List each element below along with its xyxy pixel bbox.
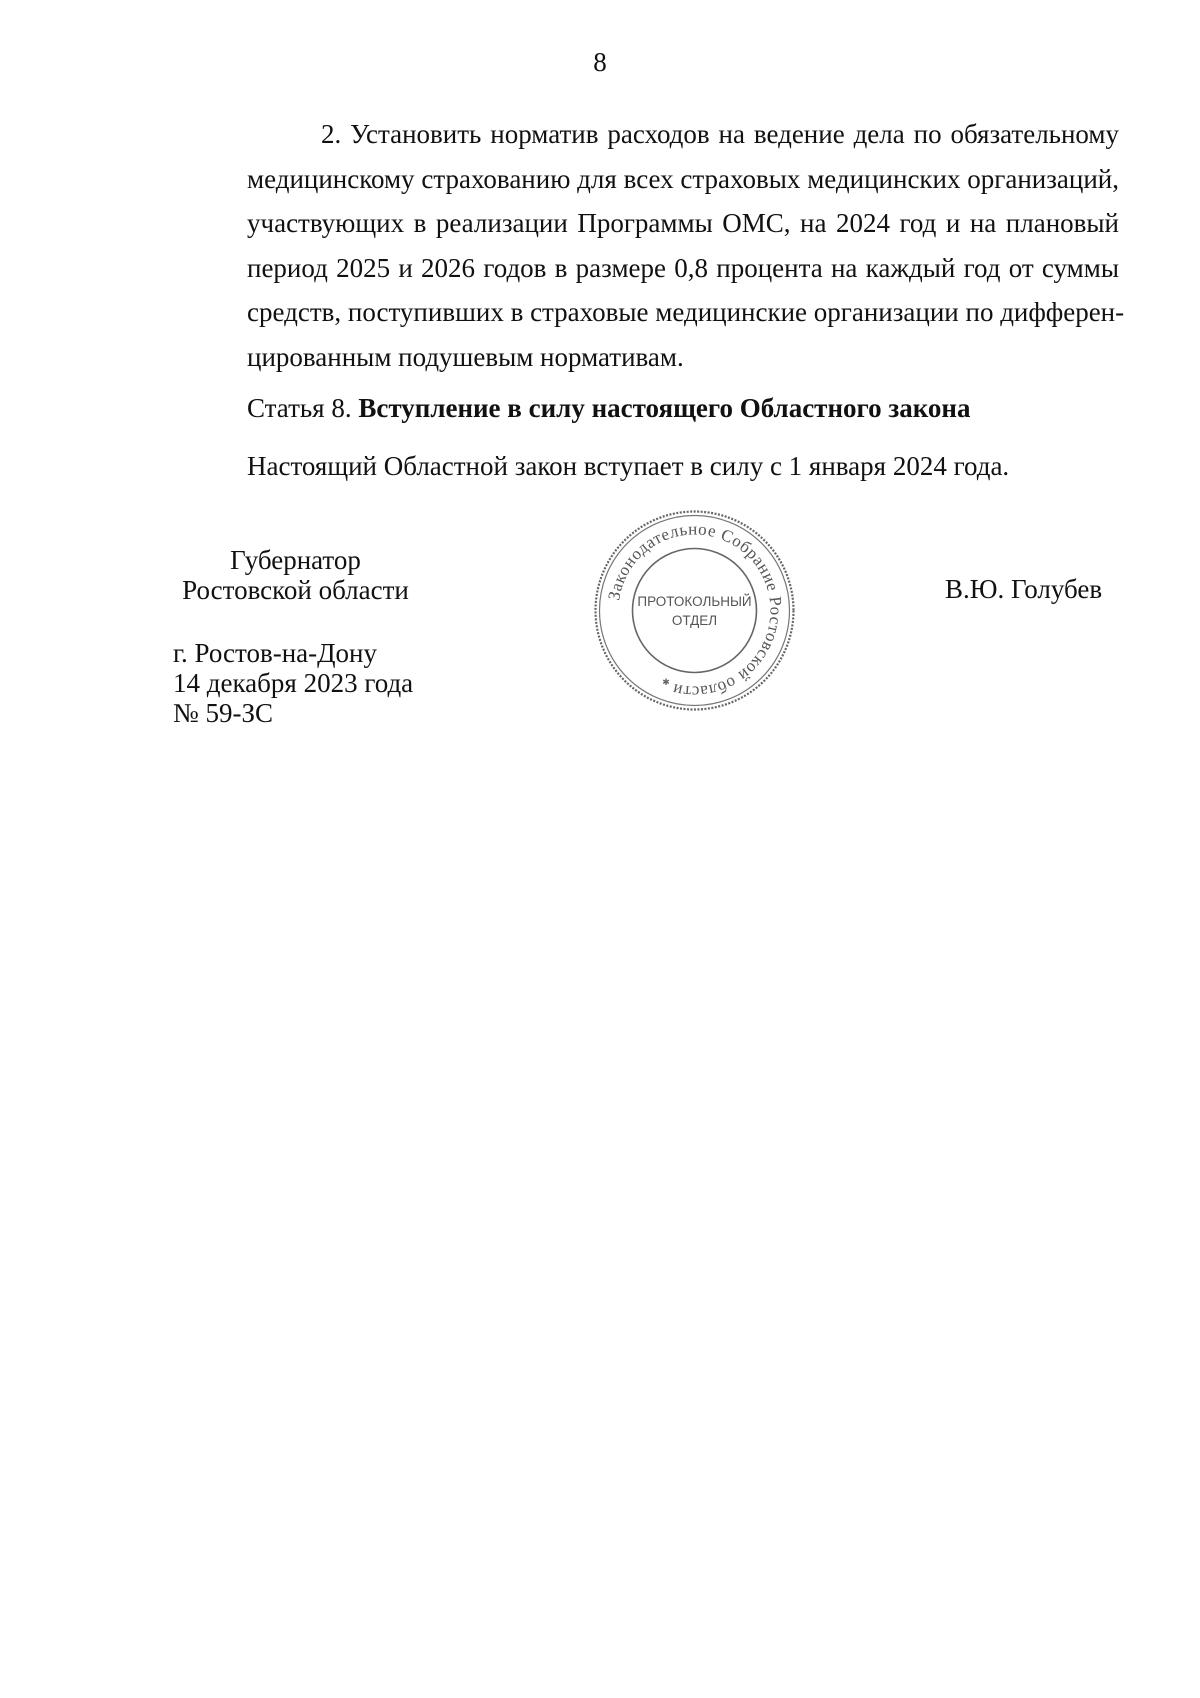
seal-ring-text [604,519,785,701]
official-seal [592,508,797,713]
paragraph-2-line: медицинскому страхованию для всех страховых медицинских организаций, [247,163,1119,194]
governor-title [173,545,418,605]
paragraph-2-line: цированным подушевым нормативам. [247,341,684,372]
article-8-title: Вступление в силу настоящего Областного закона [358,393,971,423]
seal-ring-textpath: Законодательное Собрание Ростовской области [604,519,786,702]
paragraph-2-line: период 2025 и 2026 годов в размере 0,8 процента на каждый год от суммы [247,252,1119,283]
page-number: 8 [593,47,607,77]
seal-star-icon: ✱ [662,678,670,688]
article-8-prefix: Статья 8. [247,393,352,423]
paragraph-2 [173,112,1125,379]
paragraph-2-line: средств, поступивших в страховые медицинские организации по дифферен- [247,297,1125,327]
paragraph-2-line: 2. Установить норматив расходов на ведение дела по обязательному [321,119,1119,149]
signing-date: 14 декабря 2023 года [173,668,414,698]
article-8-text: Настоящий Областной закон вступает в силу с 1 января 2024 года. [247,451,1010,481]
place: г. Ростов-на-Дону [173,638,378,668]
governor-title-line1: Губернатор [230,545,361,575]
governor-title-line2: Ростовской области [182,575,409,605]
article-8-heading [173,386,1193,431]
paragraph-2-line: участвующих в реализации Программы ОМС, на 2024 год и на плановый [247,208,1119,238]
law-number: № 59-ЗС [173,698,274,728]
signatory-name: В.Ю. Голубев [945,574,1103,604]
place-date-number [173,638,413,728]
seal-center-line1: ПРОТОКОЛЬНЫЙ [637,594,752,609]
seal-center-line2: ОТДЕЛ [671,613,718,628]
